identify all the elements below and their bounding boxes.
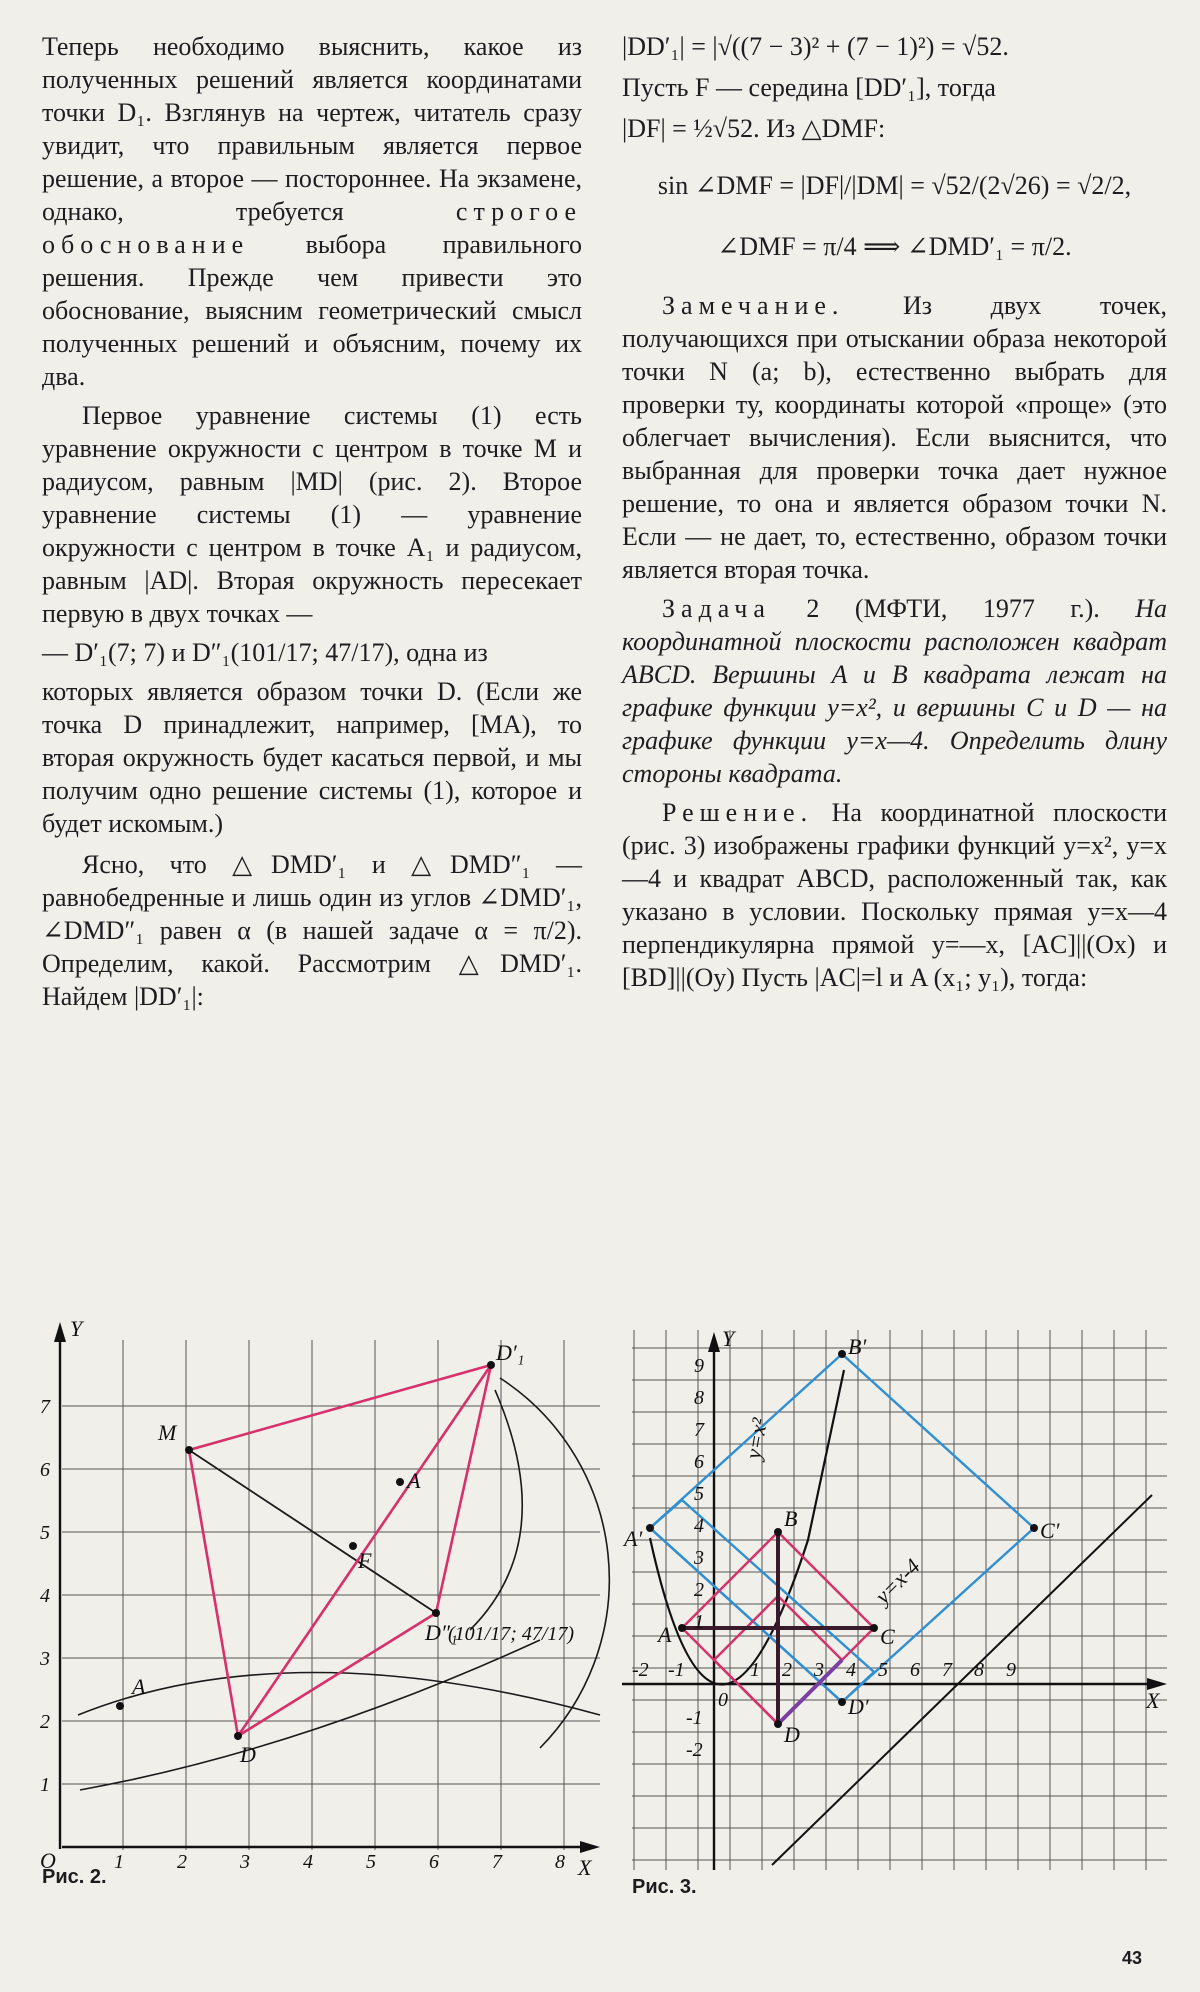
x-tick: 6 bbox=[910, 1659, 920, 1681]
figure-3-svg bbox=[622, 1310, 1167, 1870]
label-F: F bbox=[358, 1548, 372, 1573]
y-tick: 6 bbox=[40, 1459, 50, 1481]
x-tick: 2 bbox=[782, 1659, 792, 1681]
right-column bbox=[622, 30, 1167, 994]
y-tick: -2 bbox=[686, 1739, 703, 1761]
label-A-upper: A bbox=[407, 1468, 421, 1493]
remark-heading: Замечание. bbox=[662, 291, 845, 320]
label-parabola: y=x² bbox=[740, 1416, 773, 1461]
y-tick: 8 bbox=[694, 1387, 704, 1409]
x-tick: 5 bbox=[878, 1659, 888, 1681]
x-tick: 1 bbox=[750, 1659, 760, 1681]
solution-paragraph bbox=[622, 796, 1167, 994]
y-tick: 5 bbox=[694, 1483, 704, 1505]
label-B: B bbox=[784, 1506, 798, 1531]
x-tick: 8 bbox=[555, 1851, 565, 1873]
task-number: 2 (МФТИ, 1977 г.). bbox=[806, 594, 1100, 623]
paragraph-2-formula: — D′₁(7; 7) и D″₁(101/17; 47/17), одна из bbox=[42, 638, 488, 667]
figure-2-x-label: X bbox=[578, 1855, 592, 1880]
x-tick: 7 bbox=[492, 1851, 502, 1873]
figure-2-caption: Рис. 2. bbox=[42, 1866, 107, 1888]
task-text: На координатной плоскости расположен квадрат ABCD. Вершины A и B квадрата лежат на графике функции y=x², и вершины C и D — на графике функции y=x—4. Определить длину стороны квадрата. bbox=[622, 594, 1167, 788]
y-tick: 3 bbox=[694, 1547, 704, 1569]
formula-sin: sin ∠DMF = |DF|/|DM| = √52/(2√26) = √2/2, bbox=[657, 171, 1132, 200]
solution-heading: Решение. bbox=[662, 798, 814, 827]
task-paragraph bbox=[622, 592, 1167, 790]
figure-3-caption: Рис. 3. bbox=[632, 1876, 697, 1898]
left-column bbox=[42, 30, 582, 1013]
figure-3-blue-square bbox=[650, 1354, 1034, 1702]
x-tick: 8 bbox=[974, 1659, 984, 1681]
solution-text: На координатной плоскости (рис. 3) изображены графики функций y=x², y=x—4 и квадрат ABCD, расположенный так, как указано в условии. Поскольку прямая y=x—4 перпендикулярна прямой y=—x, [AC]||(Ox) и [BD]||(Oy) Пусть |AC|=l и A (x₁; y₁), тогда: bbox=[622, 798, 1167, 992]
y-tick: 7 bbox=[694, 1419, 704, 1441]
x-tick: 1 bbox=[114, 1851, 124, 1873]
y-tick: 2 bbox=[40, 1711, 50, 1733]
label-D: D bbox=[784, 1722, 800, 1747]
y-tick: 5 bbox=[40, 1522, 50, 1544]
figure-3-grid bbox=[632, 1330, 1167, 1870]
figure-2-x-ticks bbox=[114, 1851, 565, 1873]
remark-text: Из двух точек, получающихся при отыскании образа некоторой точки N (a; b), естественно выбрать для проверки ту, координаты которой «проще» (это облегчает вычисления). Если выяснится, что выбранная для проверки точка дает нужное решение, то она и является образом точки N. Если — не дает, то, естественно, образом точки является вторая точка. bbox=[622, 291, 1167, 584]
x-tick: 6 bbox=[429, 1851, 439, 1873]
label-D-prime: D′ bbox=[848, 1694, 869, 1719]
label-C-prime: C′ bbox=[1040, 1518, 1060, 1543]
figure-3-thick-diagonals bbox=[682, 1532, 874, 1724]
figure-3-y-label: Y bbox=[722, 1326, 735, 1351]
figure-2-x-arrow bbox=[580, 1841, 600, 1853]
y-tick: 1 bbox=[694, 1611, 704, 1633]
figure-2-grid bbox=[62, 1340, 600, 1850]
label-B-prime: B′ bbox=[848, 1334, 867, 1359]
figure-2-y-label: Y bbox=[70, 1316, 83, 1341]
label-A-prime: A′ bbox=[624, 1526, 643, 1551]
x-tick: 3 bbox=[240, 1851, 250, 1873]
y-tick: -1 bbox=[686, 1707, 703, 1729]
x-tick: 9 bbox=[1006, 1659, 1016, 1681]
formula-dd1: |DD′₁| = |√((7 − 3)² + (7 − 1)²) = √52. bbox=[622, 32, 1009, 61]
label-D: D bbox=[240, 1742, 256, 1767]
label-D1p: D′₁ bbox=[496, 1340, 525, 1365]
figure-2-y-arrow bbox=[54, 1322, 66, 1342]
line-y-x-4 bbox=[772, 1495, 1152, 1865]
x-tick: 4 bbox=[846, 1659, 856, 1681]
formula-midpoint: Пусть F — середина [DD′₁], тогда bbox=[622, 73, 996, 102]
formula-df: |DF| = ½√52. Из △DMF: bbox=[622, 114, 886, 143]
y-tick: 2 bbox=[694, 1579, 704, 1601]
task-heading: Задача bbox=[662, 594, 771, 623]
figure-3 bbox=[622, 1310, 1167, 1870]
label-D1pp: D″₁ bbox=[425, 1620, 458, 1645]
page-number: 43 bbox=[1122, 1948, 1143, 1968]
remark-paragraph bbox=[622, 289, 1167, 586]
y-tick: 3 bbox=[40, 1648, 50, 1670]
label-C: C bbox=[880, 1624, 895, 1649]
x-tick: 4 bbox=[303, 1851, 313, 1873]
paragraph-1-spaced: строгое обоснование bbox=[42, 197, 582, 259]
paragraph-3: Ясно, что △DMD′₁ и △DMD″₁ — равнобедренные и лишь один из углов ∠DMD′₁, ∠DMD″₁ равен α (в нашей задаче α = π/2). Определим, какой. Рассмотрим △DMD′₁. Найдем |DD′₁|: bbox=[42, 850, 582, 1011]
formula-angle: ∠DMF = π/4 ⟹ ∠DMD′₁ = π/2. bbox=[717, 232, 1072, 261]
y-tick: 9 bbox=[694, 1355, 704, 1377]
label-M: M bbox=[158, 1420, 177, 1445]
label-A: A bbox=[658, 1622, 672, 1647]
label-A-lower: A bbox=[132, 1674, 146, 1699]
paragraph-1-text: Теперь необходимо выяснить, какое из полученных решений является координатами точки D₁. Взглянув на чертеж, читатель сразу увидит, что правильным является первое решение, а второе — постороннее. На экзамене, однако, требуется bbox=[42, 32, 582, 226]
figure-3-x-label: X bbox=[1146, 1688, 1160, 1713]
y-tick: 1 bbox=[40, 1774, 50, 1796]
x-tick: 2 bbox=[177, 1851, 187, 1873]
y-tick: 4 bbox=[40, 1585, 50, 1607]
figure-2-y-ticks bbox=[39, 1396, 51, 1796]
x-tick: 5 bbox=[366, 1851, 376, 1873]
figure-3-y-arrow bbox=[708, 1332, 720, 1352]
x-tick: -1 bbox=[668, 1659, 685, 1681]
paragraph-2-end: которых является образом точки D. (Если же точка D принадлежит, например, [MA), то вторая окружность будет касаться первой, и мы получим одно решение системы (1), которое и будет искомым.) bbox=[42, 677, 582, 838]
label-D1pp-coord: (101/17; 47/17) bbox=[448, 1623, 575, 1645]
paragraph-2: Первое уравнение системы (1) есть уравнение окружности с центром в точке M и радиусом, равным |MD| (рис. 2). Второе уравнение системы (1) — уравнение окружности с центром в точке A₁ и радиусом, равным |AD|. Вторая окружность пересекает первую в двух точках — bbox=[42, 401, 582, 628]
x-tick: 7 bbox=[942, 1659, 952, 1681]
x-tick: 0 bbox=[718, 1689, 728, 1711]
y-tick: 6 bbox=[694, 1451, 704, 1473]
paragraph-1 bbox=[42, 30, 582, 393]
label-line: y=x-4 bbox=[869, 1553, 925, 1609]
y-tick: 7 bbox=[40, 1396, 50, 1418]
y-tick: 4 bbox=[694, 1515, 704, 1537]
paragraph-1-end: выбора правильного решения. Прежде чем привести это обоснование, выясним геометрический смысл полученных решений и объясним, почему их два. bbox=[42, 230, 582, 391]
x-tick: -2 bbox=[632, 1659, 649, 1681]
x-tick: 3 bbox=[814, 1659, 824, 1681]
figure-2-origin: O bbox=[40, 1848, 56, 1873]
